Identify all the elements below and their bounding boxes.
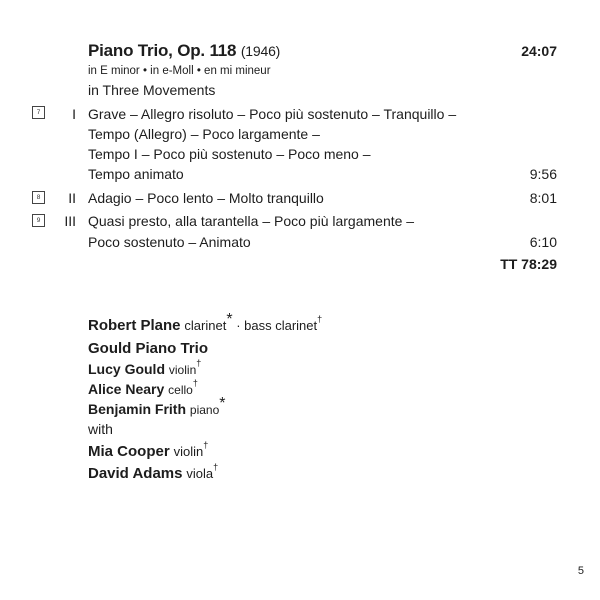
movement-tempo-line: Tempo (Allegro) – Poco largamente – (88, 126, 320, 142)
movement-duration: 9:56 (529, 166, 557, 182)
performer-alice-neary (88, 378, 198, 397)
movement-tempo-line: Grave – Allegro risoluto – Poco più sostenuto – Tranquillo – (88, 106, 457, 122)
movement-tempo-line: Adagio – Poco lento – Molto tranquillo (88, 190, 324, 206)
work-title (88, 41, 280, 61)
performer-instrument: piano (189, 403, 220, 417)
separator: · (232, 318, 245, 333)
performer-instrument: clarinet (184, 318, 227, 333)
ensemble-title: Gould Piano Trio (88, 340, 208, 357)
track-number-box: 7 (32, 106, 45, 119)
movement-tempo-line: Poco sostenuto – Animato (88, 234, 251, 250)
movement-numeral: III (64, 213, 76, 229)
track-number-box: 9 (32, 214, 45, 227)
movement-numeral: I (72, 106, 76, 122)
footnote-dagger: † (203, 440, 209, 450)
movement-tempo-line: Quasi presto, alla tarantella – Poco più largamente – (88, 213, 415, 229)
performer-instrument: violin (168, 363, 197, 377)
page-number: 5 (577, 565, 584, 577)
footnote-dagger: † (196, 358, 202, 368)
performer-instrument: cello (168, 383, 193, 397)
performer-lucy-gould (88, 358, 202, 377)
footnote-asterisk: * (219, 395, 226, 412)
ensemble-name (88, 340, 208, 357)
movement-tempo-line: Tempo animato (88, 166, 184, 182)
performer-robert-plane (88, 311, 323, 334)
movement-tempo-line: Tempo I – Poco più sostenuto – Poco meno – (88, 146, 371, 162)
performer-name: Robert Plane (88, 317, 181, 334)
footnote-dagger: † (317, 314, 323, 324)
performer-name: Alice Neary (88, 381, 165, 397)
performer-name: Lucy Gould (88, 361, 165, 377)
work-key: in E minor • in e-Moll • en mi mineur (88, 65, 271, 77)
work-year: (1946) (240, 43, 281, 59)
work-total-duration: 24:07 (521, 43, 557, 59)
work-subtitle: in Three Movements (88, 82, 216, 98)
performer-benjamin-frith (88, 395, 226, 417)
performer-name: Mia Cooper (88, 443, 170, 460)
performer-mia-cooper (88, 440, 209, 460)
movement-duration: 8:01 (529, 190, 557, 206)
performer-name: Benjamin Frith (88, 401, 187, 417)
footnote-dagger: † (213, 462, 219, 472)
footnote-dagger: † (192, 378, 198, 388)
performer-name: David Adams (88, 465, 183, 482)
movement-duration: 6:10 (529, 234, 557, 250)
movement-numeral: II (68, 190, 76, 206)
work-title-text: Piano Trio, Op. 118 (88, 41, 237, 60)
footnote-asterisk: * (226, 311, 233, 328)
performer-instrument: viola (186, 466, 214, 481)
performer-instrument: bass clarinet (244, 318, 318, 333)
total-time: TT 78:29 (500, 256, 557, 272)
track-number-box: 8 (32, 191, 45, 204)
with-label: with (88, 421, 113, 437)
performer-david-adams (88, 462, 219, 482)
performer-instrument: violin (173, 444, 204, 459)
